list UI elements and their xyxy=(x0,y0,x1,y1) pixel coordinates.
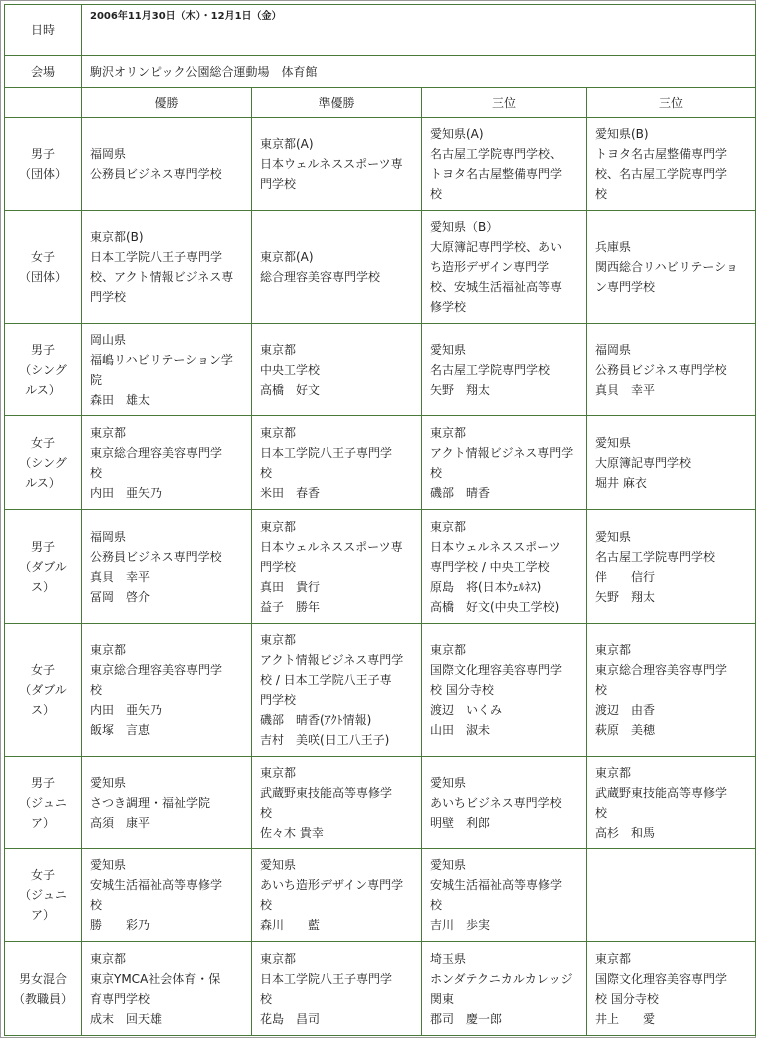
result-line: 名古屋工学院専門学校、 xyxy=(430,147,563,161)
category-line: 男女混合 xyxy=(18,971,67,986)
header-row xyxy=(5,88,756,118)
category-line: ス） xyxy=(30,579,55,594)
result-line: 吉村 美咲(日工八王子) xyxy=(260,733,390,747)
result-line: 森川 藍 xyxy=(260,918,321,932)
result-cell xyxy=(422,324,587,416)
result-cell xyxy=(82,757,252,849)
result-line: 愛知県 xyxy=(430,775,467,790)
result-line: 校 国分寺校 xyxy=(595,991,659,1006)
result-line: 校 xyxy=(90,683,103,697)
result-line: あいちビジネス専門学校 xyxy=(430,795,562,810)
result-line: 日本工学院八王子専門学 xyxy=(260,445,393,460)
result-line: 校 xyxy=(430,898,443,912)
result-cell xyxy=(252,942,422,1036)
result-line: 佐々木 貴幸 xyxy=(260,825,324,840)
result-line: 校、名古屋工学院専門学 xyxy=(595,167,728,181)
result-line: 校 xyxy=(430,187,443,201)
result-cell xyxy=(587,757,756,849)
category-line: （団体） xyxy=(18,270,67,284)
table-row xyxy=(5,324,756,416)
category-line: 男子 xyxy=(30,342,55,357)
result-line: 勝 彩乃 xyxy=(90,918,151,932)
column-header: 準優勝 xyxy=(252,88,422,118)
result-line: 専門学校 / 中央工学校 xyxy=(430,559,550,574)
result-line: 門学校 xyxy=(260,177,297,191)
table-row xyxy=(5,757,756,849)
category-line: 女子 xyxy=(30,868,55,882)
result-line: 冨岡 啓介 xyxy=(90,589,151,604)
result-cell xyxy=(422,416,587,510)
category-cell xyxy=(5,324,82,416)
result-line: 東京総合理容美容専門学 xyxy=(90,663,223,677)
result-line: 校 xyxy=(90,465,103,480)
result-line: 磯部 晴香(ｱｸﾄ情報) xyxy=(260,713,372,727)
result-line: 郡司 慶一郎 xyxy=(430,1011,503,1026)
result-line: 関東 xyxy=(430,991,455,1006)
result-line: あいち造形デザイン専門学 xyxy=(260,878,404,892)
category-cell xyxy=(5,942,82,1036)
result-cell xyxy=(82,510,252,624)
result-cell xyxy=(252,211,422,324)
result-line: 東京都(A) xyxy=(260,137,314,151)
result-line: 門学校 xyxy=(260,559,297,574)
result-line: 内田 亜矢乃 xyxy=(90,703,163,717)
result-line: 東京都 xyxy=(430,519,467,534)
info-label: 会場 xyxy=(5,56,82,88)
result-line: 総合理容美容専門学校 xyxy=(260,270,381,284)
result-line: 日本ウェルネススポーツ専 xyxy=(260,157,403,171)
result-line: 東京都(B) xyxy=(90,230,144,244)
result-line: 益子 勝年 xyxy=(260,599,321,614)
table-row xyxy=(5,942,756,1036)
category-line: （ジュニ xyxy=(19,888,67,902)
result-cell xyxy=(422,849,587,942)
column-header: 三位 xyxy=(587,88,756,118)
result-line: 校 xyxy=(595,805,608,820)
result-line: 矢野 翔太 xyxy=(430,382,491,397)
result-line: 日本工学院八王子専門学 xyxy=(260,971,393,986)
result-line: 武蔵野東技能高等専修学 xyxy=(260,785,393,800)
result-line: 明壁 利郎 xyxy=(430,815,491,830)
result-line: 校 xyxy=(595,683,608,697)
result-line: 真貝 幸平 xyxy=(90,569,151,584)
result-line: 真田 貴行 xyxy=(260,579,321,594)
result-cell xyxy=(587,118,756,211)
result-line: 東京都 xyxy=(595,643,632,657)
result-line: 東京総合理容美容専門学 xyxy=(90,445,223,460)
result-line: 東京都(A) xyxy=(260,250,314,264)
result-line: 吉川 歩実 xyxy=(430,918,491,932)
event-date: 2006年11月30日（木）・12月1日（金） xyxy=(82,5,756,56)
result-line: 校 / 日本工学院八王子専 xyxy=(260,673,392,687)
result-line: 名古屋工学院専門学校 xyxy=(595,549,716,564)
result-cell xyxy=(587,849,756,942)
category-cell xyxy=(5,510,82,624)
result-line: 校 国分寺校 xyxy=(430,683,494,697)
category-line: 男子 xyxy=(30,147,55,161)
category-line: 女子 xyxy=(30,250,55,264)
result-line: 兵庫県 xyxy=(595,240,632,254)
results-table-body xyxy=(5,5,756,1036)
event-venue: 駒沢オリンピック公園総合運動場 体育館 xyxy=(82,56,756,88)
result-line: 校 xyxy=(260,898,273,912)
result-line: 東京都 xyxy=(260,519,297,534)
category-line: （シング xyxy=(19,362,67,377)
category-line: ルス） xyxy=(25,382,61,397)
result-line: 飯塚 言恵 xyxy=(90,723,151,737)
result-line: 渡辺 いくみ xyxy=(430,703,503,717)
result-cell xyxy=(252,849,422,942)
result-line: 東京YMCA社会体育・保 xyxy=(90,971,221,986)
result-line: 日本ウェルネススポーツ xyxy=(430,539,561,554)
category-line: ス） xyxy=(30,703,55,717)
table-row xyxy=(5,416,756,510)
result-line: 愛知県 xyxy=(595,435,632,450)
table-row xyxy=(5,624,756,757)
category-cell xyxy=(5,211,82,324)
column-header: 優勝 xyxy=(82,88,252,118)
category-cell xyxy=(5,849,82,942)
result-cell xyxy=(422,211,587,324)
result-cell xyxy=(587,416,756,510)
column-header xyxy=(5,88,82,118)
category-line: （団体） xyxy=(18,167,67,181)
result-line: 安城生活福祉高等専修学 xyxy=(90,878,223,892)
category-line: 男子 xyxy=(30,775,55,790)
result-line: 東京都 xyxy=(595,951,632,966)
result-cell xyxy=(587,624,756,757)
result-line: 花島 昌司 xyxy=(260,1011,321,1026)
result-line: 中央工学校 xyxy=(260,362,321,377)
result-line: 日本工学院八王子専門学 xyxy=(90,250,223,264)
result-line: 東京都 xyxy=(595,765,632,780)
result-cell xyxy=(587,510,756,624)
result-line: 校、安城生活福祉高等専 xyxy=(430,280,563,294)
result-line: ち造形デザイン専門学 xyxy=(430,260,550,274)
result-line: ン専門学校 xyxy=(595,280,656,294)
result-line: 校 xyxy=(595,187,608,201)
result-line: 山田 淑未 xyxy=(430,723,491,737)
result-cell xyxy=(252,118,422,211)
category-cell xyxy=(5,624,82,757)
result-cell xyxy=(422,118,587,211)
result-line: 高橋 好文 xyxy=(260,382,321,397)
result-line: 日本ウェルネススポーツ専 xyxy=(260,539,403,554)
result-line: 高杉 和馬 xyxy=(595,825,656,840)
table-row xyxy=(5,849,756,942)
result-line: 愛知県 xyxy=(430,858,467,872)
result-line: 武蔵野東技能高等専修学 xyxy=(595,785,728,800)
result-line: トヨタ名古屋整備専門学 xyxy=(430,167,563,181)
result-line: 岡山県 xyxy=(90,332,127,347)
result-line: 福岡県 xyxy=(90,147,127,161)
result-line: 原島 将(日本ｳｪﾙﾈｽ) xyxy=(430,579,542,594)
result-cell xyxy=(252,416,422,510)
result-cell xyxy=(252,757,422,849)
result-line: 愛知県（B） xyxy=(430,220,499,234)
result-cell xyxy=(252,510,422,624)
category-line: （教職員） xyxy=(12,991,73,1006)
result-line: 校 xyxy=(260,991,273,1006)
result-line: 関西総合リハビリテーショ xyxy=(595,260,738,274)
table-row xyxy=(5,118,756,211)
result-line: 東京都 xyxy=(90,951,127,966)
result-line: 公務員ビジネス専門学校 xyxy=(90,549,222,564)
result-line: 門学校 xyxy=(260,693,297,707)
table-row xyxy=(5,510,756,624)
result-line: 国際文化理容美容専門学 xyxy=(430,663,563,677)
result-line: 育専門学校 xyxy=(90,991,151,1006)
result-line: 森田 雄太 xyxy=(90,392,151,407)
result-line: 名古屋工学院専門学校 xyxy=(430,362,551,377)
result-line: 福岡県 xyxy=(90,529,127,544)
category-line: ルス） xyxy=(25,475,61,490)
result-line: 大原簿記専門学校、あい xyxy=(430,240,563,254)
result-cell xyxy=(422,942,587,1036)
result-line: 愛知県 xyxy=(595,529,632,544)
result-cell xyxy=(82,849,252,942)
result-cell xyxy=(422,757,587,849)
result-cell xyxy=(587,211,756,324)
result-line: 愛知県 xyxy=(260,858,297,872)
result-line: アクト情報ビジネス専門学 xyxy=(430,445,574,460)
result-line: 東京総合理容美容専門学 xyxy=(595,663,728,677)
result-cell xyxy=(422,510,587,624)
result-line: 萩原 美穂 xyxy=(595,723,656,737)
result-line: 内田 亜矢乃 xyxy=(90,485,163,500)
result-line: 埼玉県 xyxy=(430,951,467,966)
result-line: 安城生活福祉高等専修学 xyxy=(430,878,563,892)
result-line: 東京都 xyxy=(90,425,127,440)
result-line: 高橋 好文(中央工学校) xyxy=(430,599,560,614)
category-line: （シング xyxy=(19,455,67,470)
result-cell xyxy=(82,624,252,757)
result-line: 磯部 晴香 xyxy=(430,485,491,500)
result-line: 愛知県 xyxy=(90,858,127,872)
result-line: 矢野 翔太 xyxy=(595,589,656,604)
result-cell xyxy=(422,624,587,757)
result-line: 大原簿記専門学校 xyxy=(595,455,692,470)
result-line: 東京都 xyxy=(260,633,297,647)
result-cell xyxy=(252,624,422,757)
result-cell xyxy=(82,416,252,510)
category-line: 女子 xyxy=(30,663,55,677)
result-line: 井上 愛 xyxy=(595,1011,656,1026)
result-line: 東京都 xyxy=(90,643,127,657)
result-cell xyxy=(82,211,252,324)
category-line: （ダブル xyxy=(19,559,67,574)
info-row xyxy=(5,56,756,88)
result-line: 渡辺 由香 xyxy=(595,703,656,717)
info-label: 日時 xyxy=(5,5,82,56)
result-line: 東京都 xyxy=(430,643,467,657)
result-line: 校 xyxy=(260,465,273,480)
result-line: トヨタ名古屋整備専門学 xyxy=(595,147,728,161)
result-line: 愛知県 xyxy=(90,775,127,790)
category-line: （ジュニ xyxy=(19,795,67,810)
result-line: 米田 春香 xyxy=(260,485,321,500)
result-line: 修学校 xyxy=(430,300,467,314)
result-line: 校 xyxy=(430,465,443,480)
info-row xyxy=(5,5,756,56)
result-line: 国際文化理容美容専門学 xyxy=(595,971,728,986)
result-line: 東京都 xyxy=(430,425,467,440)
result-line: 門学校 xyxy=(90,290,127,304)
result-line: 公務員ビジネス専門学校 xyxy=(595,362,727,377)
result-line: 福嶋リハビリテーション学 xyxy=(90,352,233,367)
result-line: 校、アクト情報ビジネス専 xyxy=(90,270,234,284)
category-line: （ダブル xyxy=(19,683,67,697)
result-line: 成末 回天雄 xyxy=(90,1011,163,1026)
result-line: 愛知県(B) xyxy=(595,127,649,141)
category-line: ア） xyxy=(30,908,55,922)
result-cell xyxy=(82,324,252,416)
result-line: 高須 康平 xyxy=(90,815,151,830)
category-cell xyxy=(5,757,82,849)
result-cell xyxy=(82,118,252,211)
result-line: 東京都 xyxy=(260,342,297,357)
result-cell xyxy=(587,324,756,416)
result-line: 真貝 幸平 xyxy=(595,382,656,397)
result-line: 福岡県 xyxy=(595,342,632,357)
result-line: 堀井 麻衣 xyxy=(595,475,647,490)
table-row xyxy=(5,211,756,324)
category-cell xyxy=(5,118,82,211)
result-line: 東京都 xyxy=(260,951,297,966)
result-line: 愛知県(A) xyxy=(430,127,484,141)
result-line: 院 xyxy=(90,372,103,387)
column-header: 三位 xyxy=(422,88,587,118)
result-line: 伴 信行 xyxy=(595,569,656,584)
results-table xyxy=(4,4,756,1036)
result-line: アクト情報ビジネス専門学 xyxy=(260,653,404,667)
result-line: 校 xyxy=(260,805,273,820)
result-cell xyxy=(587,942,756,1036)
result-line: 愛知県 xyxy=(430,342,467,357)
result-line: 東京都 xyxy=(260,425,297,440)
result-line: 東京都 xyxy=(260,765,297,780)
result-cell xyxy=(252,324,422,416)
result-line: 校 xyxy=(90,898,103,912)
result-line: 公務員ビジネス専門学校 xyxy=(90,167,222,181)
category-cell xyxy=(5,416,82,510)
result-cell xyxy=(82,942,252,1036)
result-line: さつき調理・福祉学院 xyxy=(90,795,211,810)
result-line: ホンダテクニカルカレッジ xyxy=(430,971,573,986)
category-line: ア） xyxy=(30,815,55,830)
category-line: 女子 xyxy=(30,435,55,450)
category-line: 男子 xyxy=(30,539,55,554)
